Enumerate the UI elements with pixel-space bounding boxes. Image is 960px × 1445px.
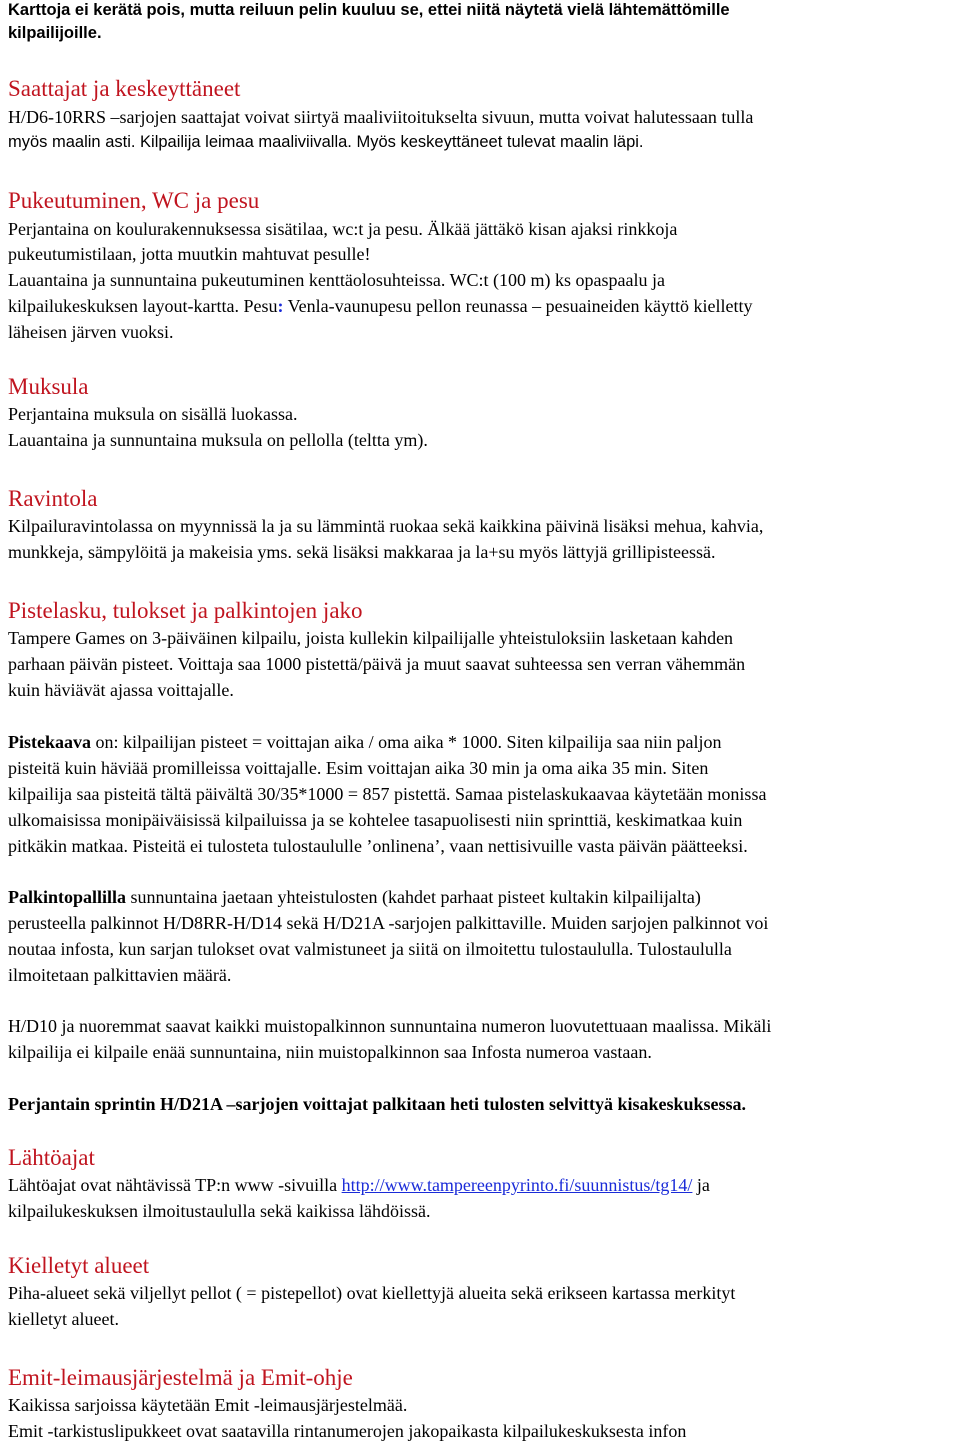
palkintopalli-line-1 (8, 887, 701, 907)
kielletyt-line-1: Piha-alueet sekä viljellyt pellot ( = pistepellot) ovat kiellettyjä alueita sekä erikseen kartassa merkityt (8, 1283, 736, 1303)
kielletyt-line-2: kielletyt alueet. (8, 1309, 119, 1329)
emit-line-1: Kaikissa sarjoissa käytetään Emit -leimausjärjestelmää. (8, 1395, 408, 1415)
heading-saattajat: Saattajat ja keskeyttäneet (8, 76, 241, 101)
heading-lahtoajat: Lähtöajat (8, 1145, 95, 1170)
heading-kielletyt: Kielletyt alueet (8, 1253, 150, 1278)
ravintola-line-1: Kilpailuravintolassa on myynnissä la ja su lämmintä ruokaa sekä kaikkina päivinä lisäksi mehua, kahvia, (8, 516, 764, 536)
saattajat-line-2: myös maalin asti. Kilpailija leimaa maaliviivalla. Myös keskeyttäneet tulevat maalin läpi. (8, 133, 644, 151)
pistekaava-line-5: pitkäkin matkaa. Pisteitä ei tulosteta tulostaululle ’onlinena’, vaan nettisivuille vasta päivän päätteeksi. (8, 836, 748, 856)
muksula-line-2: Lauantaina ja sunnuntaina muksula on pellolla (teltta ym). (8, 430, 428, 450)
pistekaava-line-3: kilpailija saa pisteitä tältä päivältä 30/35*1000 = 857 pistettä. Samaa pistelaskukaavaa käytetään monissa (8, 784, 767, 804)
heading-ravintola: Ravintola (8, 486, 98, 511)
pesu-text: Venla-vaunupesu pellon reunassa – pesuaineiden käyttö kielletty (287, 296, 753, 316)
pistelasku-p1-line-3: kuin häviävät ajassa voittajalle. (8, 680, 234, 700)
pistekaava-term: Pistekaava (8, 732, 91, 752)
pukeutuminen-line-1: Perjantaina on koulurakennuksessa sisätilaa, wc:t ja pesu. Älkää jättäkö kisan ajaksi rinkkoja (8, 219, 678, 239)
palkintopalli-line-2: perusteella palkinnot H/D8RR-H/D14 sekä H/D21A -sarjojen palkittaville. Muiden sarjojen palkinnot voi (8, 913, 769, 933)
palkintopalli-term: Palkintopallilla (8, 887, 127, 907)
muistopalkinto-line-1: H/D10 ja nuoremmat saavat kaikki muistopalkinnon sunnuntaina numeron luovutettuaan maalissa. Mikäli (8, 1016, 772, 1036)
pukeutuminen-line-3: Lauantaina ja sunnuntaina pukeutuminen kenttäolosuhteissa. WC:t (100 m) ks opaspaalu ja (8, 270, 666, 290)
intro-line-2: kilpailijoille. (8, 24, 102, 42)
lahtoajat-line-2: kilpailukeskuksen ilmoitustaululla sekä kaikissa lähdöissä. (8, 1201, 431, 1221)
pistekaava-line-1 (8, 732, 722, 752)
ravintola-line-2: munkkeja, sämpylöitä ja makeisia yms. sekä lisäksi makkaraa ja la+su myös lättyjä grillipisteessä. (8, 542, 716, 562)
pistekaava-text: on: kilpailijan pisteet = voittajan aika / oma aika * 1000. Siten kilpailija saa niin paljon (91, 732, 722, 752)
palkintopalli-line-4: ilmoitetaan palkittavien määrä. (8, 965, 232, 985)
pesu-colon: : (277, 296, 284, 316)
tampereenpyrinto-link[interactable]: http://www.tampereenpyrinto.fi/suunnistus/tg14/ (341, 1175, 693, 1195)
emit-line-2: Emit -tarkistuslipukkeet ovat saatavilla rintanumerojen jakopaikasta kilpailukeskuksesta infon (8, 1421, 687, 1441)
heading-emit: Emit-leimausjärjestelmä ja Emit-ohje (8, 1365, 353, 1390)
heading-muksula: Muksula (8, 374, 89, 399)
sprintti-palkitseminen: Perjantain sprintin H/D21A –sarjojen voittajat palkitaan heti tulosten selvittyä kisakeskuksessa. (8, 1094, 747, 1114)
pistelasku-p1-line-1: Tampere Games on 3-päiväinen kilpailu, joista kullekin kilpailijalle yhteistuloksiin lasketaan kahden (8, 628, 734, 648)
saattajat-line-1: H/D6-10RRS –sarjojen saattajat voivat siirtyä maaliviitoitukselta sivuun, mutta voivat halutessaan tulla (8, 107, 754, 127)
heading-pistelasku: Pistelasku, tulokset ja palkintojen jako (8, 598, 363, 623)
pistelasku-p1-line-2: parhaan päivän pisteet. Voittaja saa 1000 pistettä/päivä ja muut saavat suhteessa sen verran vähemmän (8, 654, 746, 674)
palkintopalli-text: sunnuntaina jaetaan yhteistulosten (kahdet parhaat pisteet kultakin kilpailijalta) (126, 887, 701, 907)
intro-line-1: Karttoja ei kerätä pois, mutta reiluun pelin kuuluu se, ettei niitä näytetä vielä lähtemättömille (8, 1, 730, 19)
lahtoajat-line-1 (8, 1175, 710, 1195)
palkintopalli-line-3: noutaa infosta, kun sarjan tulokset ovat valmistuneet ja siitä on ilmoitettu tulostaululla. Tulostaululla (8, 939, 732, 959)
pukeutuminen-line-5: läheisen järven vuoksi. (8, 322, 174, 342)
pistekaava-line-4: ulkomaisissa monipäiväisissä kilpailuissa ja se kohtelee tasapuolisesti niin sprinttiä, keskimatkaa kuin (8, 810, 743, 830)
pukeutuminen-line-4 (8, 296, 753, 316)
muistopalkinto-line-2: kilpailija ei kilpaile enää sunnuntaina, niin muistopalkinnon saa Infosta numeroa vastaan. (8, 1042, 652, 1062)
pesu-label: Pesu (243, 296, 278, 316)
lahtoajat-text-post: ja (692, 1175, 710, 1195)
pukeutuminen-line-4-text: kilpailukeskuksen layout-kartta. (8, 296, 239, 316)
pistekaava-line-2: pisteitä kuin häviää promilleissa voittajalle. Esim voittajan aika 30 min ja oma aika 35 min. Siten (8, 758, 709, 778)
heading-pukeutuminen: Pukeutuminen, WC ja pesu (8, 188, 260, 213)
lahtoajat-text-pre: Lähtöajat ovat nähtävissä TP:n www -sivuilla (8, 1175, 342, 1195)
muksula-line-1: Perjantaina muksula on sisällä luokassa. (8, 404, 298, 424)
pukeutuminen-line-2: pukeutumistilaan, jotta muutkin mahtuvat pesulle! (8, 244, 371, 264)
